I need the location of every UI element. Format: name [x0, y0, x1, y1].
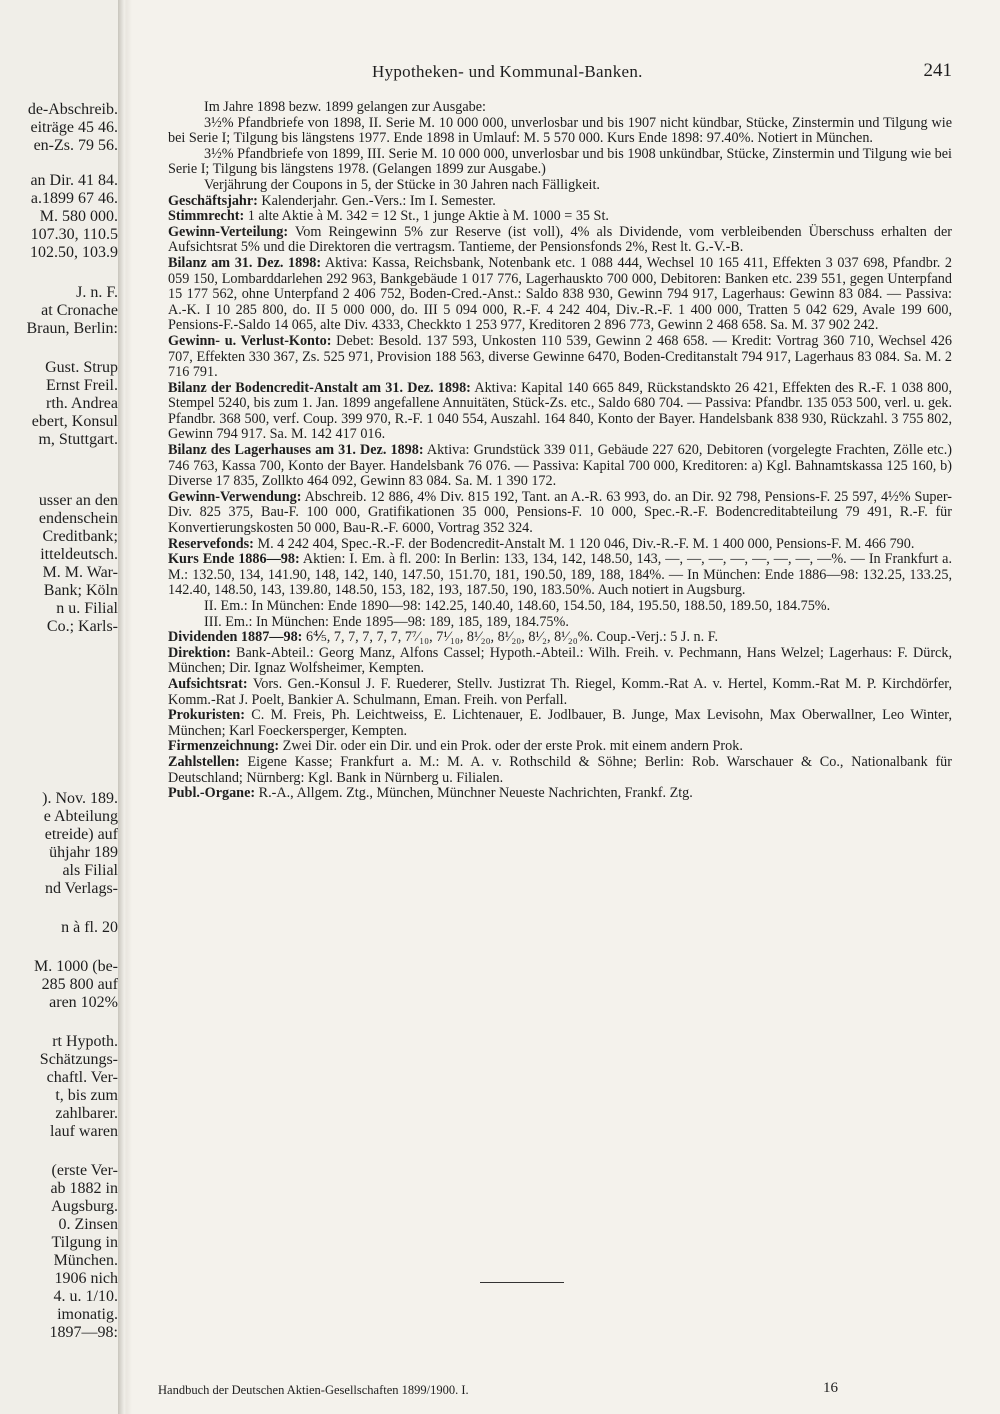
left-fragment-line: en-Zs. 79 56.	[33, 137, 118, 154]
left-fragment-line: de-Abschreib.	[27, 101, 118, 118]
entry-paragraph	[168, 381, 952, 443]
entry-paragraph	[168, 209, 952, 225]
left-fragment-line: Gust. Strup	[45, 359, 118, 376]
left-fragment-line: M. 1000 (be-	[34, 958, 118, 975]
left-fragment-line: Bank; Köln	[43, 582, 118, 599]
entry-text: Aktiva: Grundstück 339 011, Gebäude 227 620, Debitoren (vorgelegte Frachten, Zölle etc.) 746 763, Kassa 700, Konto der Bayer. Handelsbank 76 076. — Passiva: Kapital 700 000, Kreditoren: a) Kgl. Bahnamtskassa 125 160, b) Diverse 17 835, Zollkto 464 092, Gewinn 83 084. Sa. M. 1 390 172.	[168, 442, 952, 490]
entry-paragraph	[168, 786, 952, 802]
left-fragment-line: ab 1882 in	[50, 1180, 118, 1197]
previous-page-fragment	[0, 0, 118, 1414]
left-fragment-line: M. M. War-	[42, 564, 118, 581]
entry-text: Verjährung der Coupons in 5, der Stücke in 30 Jahren nach Fälligkeit.	[204, 176, 600, 193]
entry-label: Reservefonds:	[168, 535, 254, 552]
entry-text: Eigene Kasse; Frankfurt a. M.: M. A. v. Rothschild & Söhne; Berlin: Rob. Warschauer & Co., Nationalbank für Deutschland; Nürnberg: Kgl. Bank in Nürnberg u. Filialen.	[168, 753, 952, 786]
entry-text: 1 alte Aktie à M. 342 = 12 St., 1 junge Aktie à M. 1000 = 35 St.	[244, 208, 609, 225]
left-fragment-line: Ernst Freil.	[46, 377, 118, 394]
left-fragment-line: 285 800 auf	[41, 976, 118, 993]
entry-label: Aufsichtsrat:	[168, 675, 248, 692]
left-fragment-line: aren 102%	[49, 994, 118, 1011]
left-fragment-line: rt Hypoth.	[52, 1033, 118, 1050]
entry-text: Zwei Dir. oder ein Dir. und ein Prok. oder der erste Prok. mit einem andern Prok.	[279, 738, 743, 755]
left-fragment-line: itteldeutsch.	[40, 546, 118, 563]
left-fragment-line: imonatig.	[57, 1306, 118, 1323]
left-fragment-line: eiträge 45 46.	[30, 119, 118, 136]
left-fragment-line: 0. Zinsen	[58, 1216, 118, 1233]
entry-paragraph	[168, 178, 952, 194]
entry-text: Kalenderjahr. Gen.-Vers.: Im I. Semester.	[257, 192, 496, 209]
left-fragment-line: lauf waren	[50, 1123, 118, 1140]
entry-label: Gewinn-Verteilung:	[168, 223, 289, 240]
left-fragment-line: nd Verlags-	[44, 880, 118, 897]
entry-label: Stimmrecht:	[168, 208, 245, 225]
left-fragment-line: M. 580 000.	[39, 208, 118, 225]
entry-label: Direktion:	[168, 644, 231, 661]
entry-paragraph	[168, 615, 952, 631]
entry-paragraph	[168, 646, 952, 677]
left-fragment-line: 4. u. 1/10.	[53, 1288, 118, 1305]
entry-text: Debet: Besold. 137 593, Unkosten 110 539, Gewinn 2 468 658. — Kredit: Vortrag 360 710, Wechsel 426 707, Effekten 330 367, Zs. 525 971, Provision 188 563, diverse Gewinne 6470, Boden-Creditanstalt 794 917, Lagerhaus 83 084. Sa. M. 2 716 791.	[168, 332, 953, 381]
entry-text: Aktiva: Kassa, Reichsbank, Notenbank etc. 1 088 444, Wechsel 10 165 411, Effekten 3 037 698, Pfandbr. 2 059 150, Lombarddarlehen 292 963, Bankgebäude 1 017 776, Lagerhauskto 700 000, Debitoren: Banken etc. 239 551, gegen Unterpfand 15 177 562, ohne Unterpfand 2 406 752, Boden-Cred.-Anst.: Saldo 838 930, Gewinn 794 917, Lagerhaus: Gewinn 83 084. — Passiva: A.-K. I 10 285 800, do. II 5 000 000, do. III 5 094 000, R.-F. 4 242 404, Div.-R.-F. 1 400 000, Tratten 5 042 629, Avale 199 600, Pensions-F.-Saldo 14 065, alte Div. 4333, Checkkto 1 253 977, Kreditoren 2 896 773, Gewinn 2 468 658. Sa. M. 37 902 242.	[168, 254, 952, 334]
left-fragment-line: m, Stuttgart.	[38, 431, 118, 448]
signature-mark: 16	[823, 1380, 838, 1396]
entry-label: Geschäftsjahr:	[168, 192, 258, 209]
left-fragment-line: Braun, Berlin:	[26, 320, 118, 337]
entry-paragraph	[168, 537, 952, 553]
entry-text: R.-A., Allgem. Ztg., München, Münchner Neueste Nachrichten, Frankf. Ztg.	[255, 785, 693, 802]
page-header	[136, 58, 960, 88]
entry-paragraph	[168, 147, 952, 178]
entry-paragraph	[168, 755, 952, 786]
entry-text: 3½% Pfandbriefe von 1898, II. Serie M. 10 000 000, unverlosbar und bis 1907 nicht kündbar, Stücke, Zinstermin und Tilgung wie bei Serie I; Tilgung bis längstens 1977. Ende 1898 in Umlauf: M. 5 570 000. Kurs Ende 1898: 97.40%. Notiert in München.	[168, 114, 952, 147]
entry-paragraph	[168, 599, 952, 615]
entry-label: Firmenzeichnung:	[168, 738, 280, 755]
entry-paragraph	[168, 739, 952, 755]
left-fragment-line: 102.50, 103.9	[30, 244, 118, 261]
entry-paragraph	[168, 443, 952, 490]
left-fragment-line: rth. Andrea	[46, 395, 118, 412]
left-fragment-line: n u. Filial	[56, 600, 118, 617]
main-text	[168, 100, 952, 802]
entry-text: M. 4 242 404, Spec.-R.-F. der Bodencredit-Anstalt M. 1 120 046, Div.-R.-F. M. 1 400 000, Pensions-F. M. 466 790.	[253, 535, 915, 552]
left-fragment-line: n à fl. 20	[61, 919, 118, 936]
left-fragment-line: Augsburg.	[51, 1198, 118, 1215]
footer-separator	[480, 1282, 564, 1283]
left-fragment-line: als Filial	[62, 862, 118, 879]
left-fragment-line: ebert, Konsul	[31, 413, 118, 430]
entry-text: 3½% Pfandbriefe von 1899, III. Serie M. 10 000 000, unverlosbar und bis 1908 unkündbar, Stücke, Zinstermin und Tilgung wie bei Serie I; Tilgung bis längstens 1978. (Gelangen 1899 zur Ausgabe.)	[168, 145, 952, 178]
entry-label: Bilanz der Bodencredit-Anstalt am 31. Dez. 1898:	[168, 379, 471, 396]
entry-label: Zahlstellen:	[168, 753, 240, 770]
entry-text: II. Em.: In München: Ende 1890—98: 142.25, 140.40, 148.60, 154.50, 184, 195.50, 188.50, 189.50, 184.75%.	[204, 598, 831, 614]
left-fragment-line: (erste Ver-	[51, 1162, 118, 1179]
left-fragment-line: usser an den	[38, 492, 118, 509]
entry-label: Publ.-Organe:	[168, 785, 256, 802]
left-fragment-line: ). Nov. 189.	[42, 790, 118, 807]
entry-text: Im Jahre 1898 bezw. 1899 gelangen zur Ausgabe:	[204, 99, 486, 115]
page-gutter	[118, 0, 132, 1414]
left-fragment-line: zahlbarer.	[55, 1105, 118, 1122]
entry-label: Bilanz am 31. Dez. 1898:	[168, 254, 322, 271]
entry-label: Kurs Ende 1886—98:	[168, 551, 300, 568]
entry-text: 6⅘, 7, 7, 7, 7, 7, 7⁷⁄₁₀, 7¹⁄₁₀, 8¹⁄₂₀, 8¹⁄₂₀, 8¹⁄₂, 8¹⁄₂₀%. Coup.-Verj.: 5 J. n. F.	[302, 629, 719, 646]
left-fragment-line: an Dir. 41 84.	[30, 172, 118, 189]
entry-text: Vom Reingewinn 5% zur Reserve (ist voll), 4% als Dividende, vom verbleibenden Überschuss erhalten der Aufsichtsrat 5% und die Direktoren die vertragsm. Tantieme, der Pensionsfonds 2%, Rest lt. G.-V.-B.	[168, 223, 952, 256]
left-fragment-line: chaftl. Ver-	[46, 1069, 118, 1086]
left-fragment-line: J. n. F.	[76, 284, 118, 301]
left-fragment-line: Tilgung in	[51, 1234, 118, 1251]
entry-paragraph	[168, 225, 952, 256]
entry-paragraph	[168, 194, 952, 210]
page-number: 241	[923, 60, 952, 81]
entry-paragraph	[168, 677, 952, 708]
entry-paragraph	[168, 116, 952, 147]
entry-text: Aktien: I. Em. à fl. 200: In Berlin: 133, 134, 142, 148.50, 143, —, —, —, —, —, —, —, —%. — In Frankfurt a. M.: 132.50, 134, 141.90, 148, 142, 140, 147.50, 151.70, 181, 190.50, 189, 188, 184%. — In München: Ende 1886—98: 132.25, 133.25, 142.40, 148.50, 143, 139.80, 148.50, 153, 182, 193, 187.50, 190, 183.50%. Auch notiert in Augsburg.	[168, 551, 952, 599]
left-fragment-line: etreide) auf	[44, 826, 118, 843]
left-fragment-line: München.	[53, 1252, 118, 1269]
entry-text: III. Em.: In München: Ende 1895—98: 189, 185, 189, 184.75%.	[204, 613, 569, 630]
entry-paragraph	[168, 100, 952, 116]
left-fragment-line: Schätzungs-	[39, 1051, 118, 1068]
left-fragment-line: at Cronache	[41, 302, 118, 319]
entry-paragraph	[168, 630, 952, 646]
entry-label: Prokuristen:	[168, 707, 245, 724]
entry-label: Bilanz des Lagerhauses am 31. Dez. 1898:	[168, 442, 424, 459]
entry-label: Dividenden 1887—98:	[168, 629, 303, 646]
entry-label: Gewinn-Verwendung:	[168, 488, 302, 505]
left-fragment-line: 1897—98:	[49, 1324, 118, 1341]
footer-title: Handbuch der Deutschen Aktien-Gesellschaften 1899/1900. I.	[158, 1383, 469, 1397]
entry-paragraph	[168, 334, 952, 381]
left-fragment-line: endenschein	[38, 510, 118, 527]
left-fragment-line: Co.; Karls-	[46, 618, 118, 635]
left-fragment-line: 107.30, 110.5	[30, 226, 118, 243]
entry-text: Vors. Gen.-Konsul J. F. Ruederer, Stellv. Justizrat Th. Riegel, Komm.-Rat A. v. Hertel, Komm.-Rat M. P. Kirchdörfer, Komm.-Rat J. Poelt, Bankier A. Schulmann, Eman. Freih. von Perfall.	[168, 675, 952, 708]
entry-text: C. M. Freis, Ph. Leichtweiss, E. Lichtenauer, E. Jodlbauer, B. Junge, Max Levisohn, Max Oberwallner, Leo Winter, München; Karl Foeckersperger, Kempten.	[168, 707, 952, 739]
entry-paragraph	[168, 256, 952, 334]
entry-paragraph	[168, 708, 952, 739]
entry-label: Gewinn- u. Verlust-Konto:	[168, 332, 332, 349]
left-fragment-line: Creditbank;	[42, 528, 118, 545]
left-fragment-line: ühjahr 189	[49, 844, 118, 861]
left-fragment-line: a.1899 67 46.	[30, 190, 118, 207]
left-fragment-line: e Abteilung	[43, 808, 118, 825]
left-fragment-line: 1906 nich	[54, 1270, 118, 1287]
entry-paragraph	[168, 490, 952, 537]
left-fragment-line: t, bis zum	[55, 1087, 118, 1104]
entry-text: Bank-Abteil.: Georg Manz, Alfons Cassel; Hypoth.-Abteil.: Wilh. Freih. v. Pechmann, Hans Welzel; Lagerhaus: F. Dürck, München; Dir. Ignaz Wolfsheimer, Kempten.	[168, 644, 952, 677]
running-head: Hypotheken- und Kommunal-Banken.	[372, 62, 643, 81]
entry-text: Abschreib. 12 886, 4% Div. 815 192, Tant. an A.-R. 63 993, do. an Dir. 92 798, Pensions-F. 25 597, 4½% Super-Div. 825 375, Bau-F. 100 000, Gratifikationen 35 000, Pensions-F. 10 000, Spec.-R.-F. Bodencreditabteilung 79 491, R.-F. für Konvertierungskosten 50 000, Bau-R.-F. 6000, Vortrag 352 324.	[168, 488, 952, 537]
entry-text: Aktiva: Kapital 140 665 849, Rückstandskto 26 421, Effekten des R.-F. 1 038 800, Stempel 5240, bis zum 1. Jan. 1899 angefallene Annuitäten, Stück-Zs. etc., Saldo 680 704. — Passiva: Pfandbr. 135 053 500, verl. u. gek. Pfandbr. 368 500, verf. Coup. 399 970, R.-F. 1 040 554, Auszahl. 164 840, Konto der Bayer. Handelsbank 838 930, Rückzahl. 3 755 802, Gewinn 794 917. Sa. M. 142 417 016.	[168, 379, 953, 443]
entry-paragraph	[168, 552, 952, 599]
